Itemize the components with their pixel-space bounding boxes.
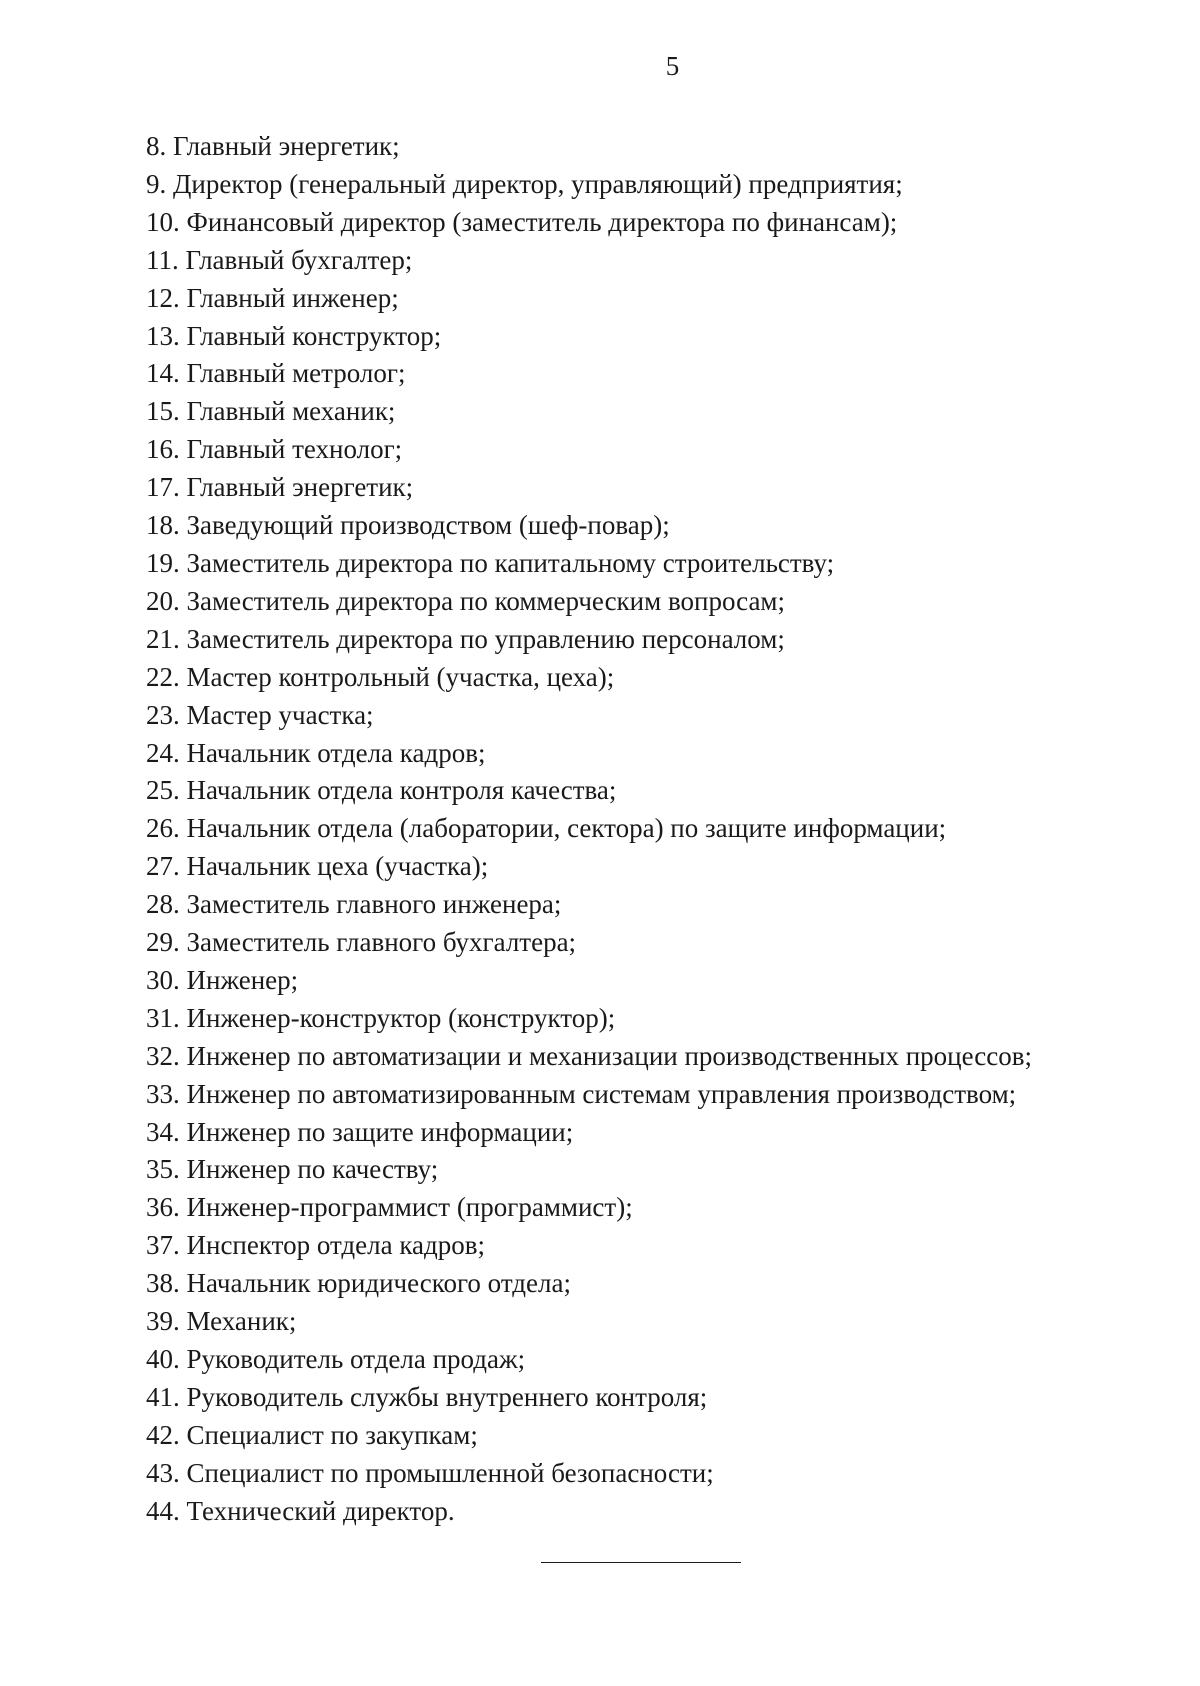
list-item: 34. Инженер по защите информации;	[146, 1116, 574, 1147]
list-item: 9. Директор (генеральный директор, управляющий) предприятия;	[146, 168, 903, 199]
list-item: 14. Главный метролог;	[146, 358, 406, 389]
list-item: 20. Заместитель директора по коммерческим вопросам;	[146, 585, 786, 616]
list-item: 40. Руководитель отдела продаж;	[146, 1344, 526, 1374]
list-item: 30. Инженер;	[146, 964, 299, 995]
list-item: 43. Специалист по промышленной безопасности;	[146, 1457, 714, 1488]
page-number: 5	[665, 51, 680, 81]
list-item: 24. Начальник отдела кадров;	[146, 737, 486, 768]
list-item: 17. Главный энергетик;	[146, 472, 414, 503]
list-item: 29. Заместитель главного бухгалтера;	[146, 927, 577, 958]
list-item: 37. Инспектор отдела кадров;	[146, 1230, 486, 1261]
list-item: 22. Мастер контрольный (участка, цеха);	[146, 661, 615, 692]
list-item: 42. Специалист по закупкам;	[146, 1419, 478, 1450]
list-item: 35. Инженер по качеству;	[146, 1154, 439, 1185]
list-item: 32. Инженер по автоматизации и механизации производственных процессов;	[146, 1040, 1032, 1071]
list-item: 38. Начальник юридического отдела;	[146, 1268, 571, 1299]
list-item: 33. Инженер по автоматизированным системам управления производством;	[146, 1078, 1017, 1109]
list-item: 15. Главный механик;	[146, 396, 396, 427]
closing-rule	[541, 1562, 741, 1563]
list-item: 8. Главный энергетик;	[146, 131, 400, 161]
list-item: 36. Инженер-программист (программист);	[146, 1192, 633, 1223]
position-list	[146, 128, 1032, 1531]
list-item: 26. Начальник отдела (лаборатории, сектора) по защите информации;	[146, 813, 947, 844]
list-item: 23. Мастер участка;	[146, 699, 374, 730]
list-item: 21. Заместитель директора по управлению персоналом;	[146, 623, 785, 654]
list-item: 19. Заместитель директора по капитальному строительству;	[146, 547, 835, 578]
list-item: 11. Главный бухгалтер;	[146, 244, 413, 275]
list-item: 18. Заведующий производством (шеф-повар);	[146, 510, 670, 541]
list-item: 25. Начальник отдела контроля качества;	[146, 775, 617, 806]
list-item: 12. Главный инженер;	[146, 282, 399, 313]
list-item: 27. Начальник цеха (участка);	[146, 851, 489, 882]
list-item: 10. Финансовый директор (заместитель директора по финансам);	[146, 206, 898, 237]
list-item: 13. Главный конструктор;	[146, 320, 442, 351]
list-item: 31. Инженер-конструктор (конструктор);	[146, 1002, 616, 1033]
list-item: 39. Механик;	[146, 1306, 297, 1337]
list-item: 44. Технический директор.	[146, 1495, 455, 1526]
list-item: 16. Главный технолог;	[146, 434, 403, 465]
list-item: 41. Руководитель службы внутреннего контроля;	[146, 1381, 708, 1412]
list-item: 28. Заместитель главного инженера;	[146, 889, 562, 920]
